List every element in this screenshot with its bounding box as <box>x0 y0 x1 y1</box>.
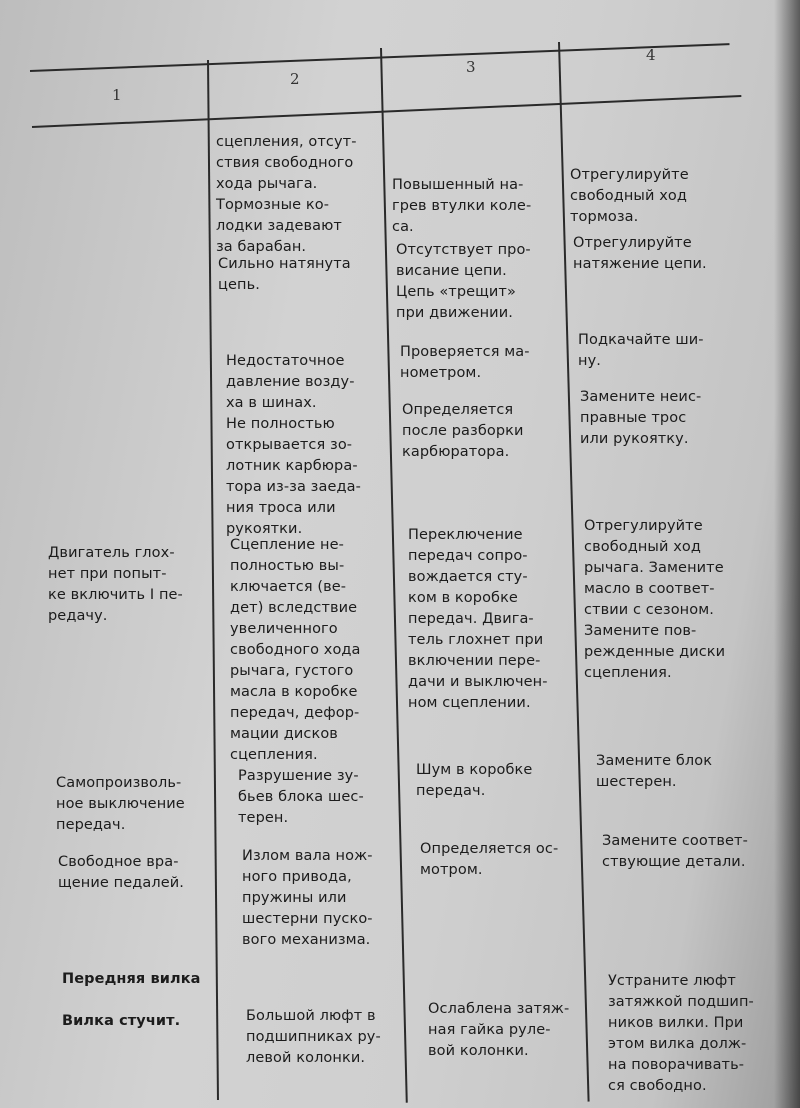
symptom-gear-knock: Переключение передач сопро- вождается сту- ком в коробке передач. Двига- тель глохнет при включении пере- дачи и выключен- ном сцеплении. <box>408 527 548 711</box>
symptom-carb-disassembly: Определяется после разборки карбюратора. <box>402 402 524 460</box>
cause-steering-play: Большой люфт в подшипниках ру- левой колонки. <box>246 1008 381 1066</box>
remedy-fork-bearings: Устраните люфт затяжкой подшип- ников вилки. При этом вилка долж- на поворачивать- ся свободно. <box>608 973 754 1094</box>
cause-chain-tight: Сильно натянута цепь. <box>218 256 351 293</box>
remedy-inflate-tyre: Подкачайте ши- ну. <box>578 332 704 369</box>
remedy-brake-adjust: Отрегулируйте свободный ход тормоза. <box>570 167 689 225</box>
symptom-gearbox-noise: Шум в коробке передач. <box>416 762 533 799</box>
fault-engine-stalls: Двигатель глох- нет при попыт- ке включить I пе- редачу. <box>48 545 183 624</box>
symptom-inspection: Определяется ос- мотром. <box>420 841 559 878</box>
column-header-1: 1 <box>112 86 122 104</box>
remedy-replace-gearblock: Замените блок шестерен. <box>596 753 713 790</box>
column-header-3: 3 <box>466 58 476 76</box>
column-header-4: 4 <box>646 46 656 64</box>
cause-kickstart-break: Излом вала нож- ного привода, пружины или шестерни пуско- вого механизма. <box>242 848 373 948</box>
remedy-chain-tension: Отрегулируйте натяжение цепи. <box>573 235 707 272</box>
page-edge-shadow <box>774 0 800 1108</box>
remedy-replace-parts: Замените соответ- ствующие детали. <box>602 833 748 870</box>
fault-fork-knock: Вилка стучит. <box>62 1013 181 1029</box>
cause-gear-teeth: Разрушение зу- бьев блока шес- терен. <box>238 768 364 826</box>
cause-tyre-carb: Недостаточное давление возду- ха в шинах. Не полностью открывается зо- лотник карбюра- тора из-за заеда- ния троса или рукоятки. <box>226 353 361 537</box>
symptom-steering-nut: Ослаблена затяж- ная гайка руле- вой колонки. <box>428 1001 570 1059</box>
symptom-manometer: Проверяется ма- нометром. <box>400 344 530 381</box>
remedy-replace-cable: Замените неис- правные трос или рукоятку. <box>580 389 702 447</box>
fault-pedal-rotation: Свободное вра- щение педалей. <box>58 854 184 891</box>
cause-clutch-brake: сцепления, отсут- ствия свободного хода рычага. Тормозные ко- лодки задевают за барабан. <box>216 134 357 255</box>
cause-clutch-drag: Сцепление не- полностью вы- ключается (ве- дет) вследствие увеличенного свободного хода рычага, густого масла в коробке передач, дефор- мации дисков сцепления. <box>230 537 361 763</box>
column-header-2: 2 <box>290 70 300 88</box>
section-title-front-fork: Передняя вилка <box>62 971 201 987</box>
symptom-hub-heating: Повышенный на- грев втулки коле- са. <box>392 177 532 235</box>
remedy-clutch-service: Отрегулируйте свободный ход рычага. Замените масло в соответ- ствии с сезоном. Замените пов- режденные диски сцепления. <box>584 518 726 681</box>
fault-gear-disengage: Самопроизволь- ное выключение передач. <box>56 775 185 833</box>
table-header-bottom-rule <box>32 95 741 128</box>
symptom-chain-noise: Отсутствует про- висание цепи. Цепь «трещит» при движении. <box>396 242 531 321</box>
